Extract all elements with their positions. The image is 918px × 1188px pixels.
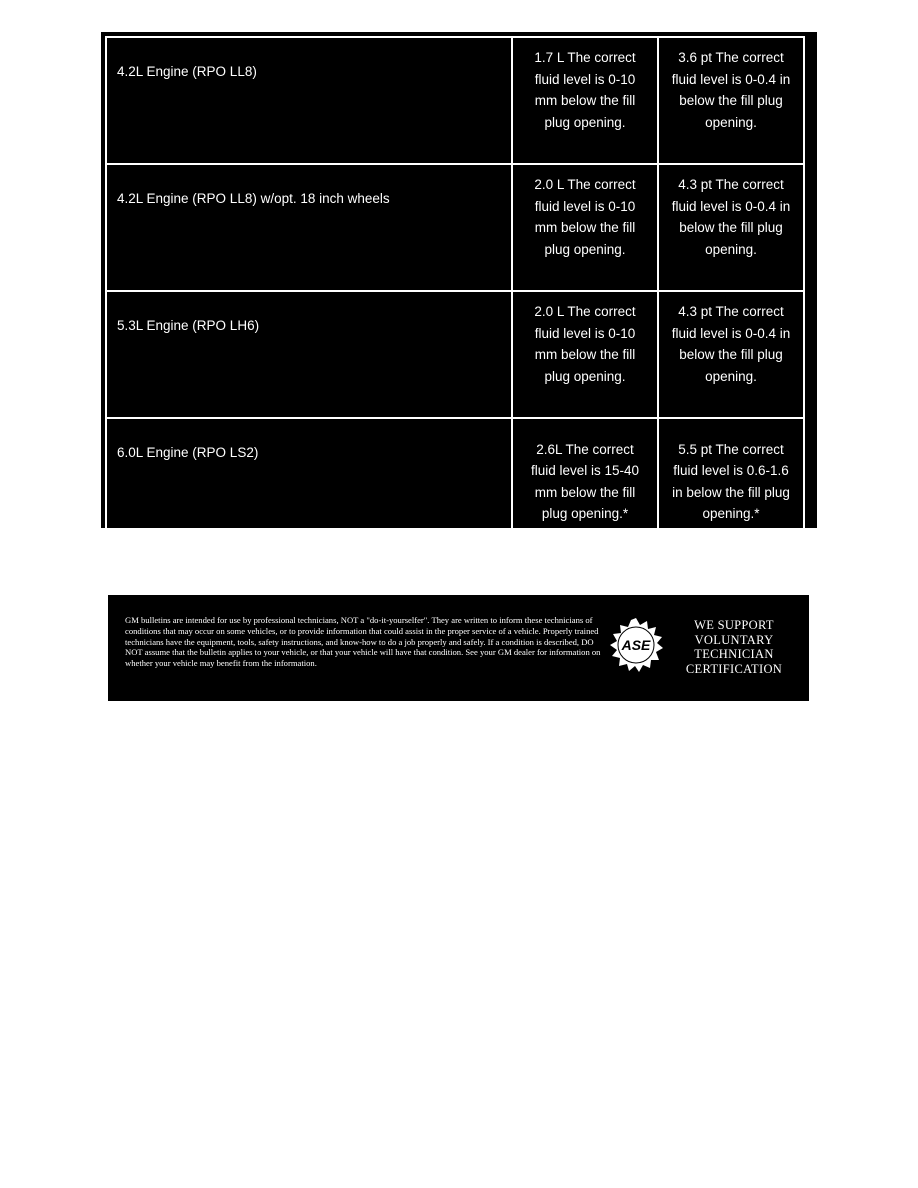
cert-line: CERTIFICATION: [685, 661, 783, 676]
metric-capacity-cell: 2.6L The correct fluid level is 15-40 mm below the fill plug opening.*: [512, 418, 658, 545]
footnote-cell: * With a complete drain/refill, add 163 ml (5.5 oz) of Limited Slip Axle Lubricant to the axle in addition to the axle lubricant.: [106, 545, 804, 608]
engine-cell: 4.2L Engine (RPO LL8): [106, 37, 512, 164]
engine-cell: 4.2L Engine (RPO LL8) w/opt. 18 inch wheels: [106, 164, 512, 291]
engine-cell: 5.3L Engine (RPO LH6): [106, 291, 512, 418]
table-row: [106, 291, 804, 418]
metric-capacity-cell: 2.0 L The correct fluid level is 0-10 mm below the fill plug opening.: [512, 291, 658, 418]
table-row: [106, 37, 804, 164]
table-row: [106, 164, 804, 291]
bulletin-disclaimer-banner: [108, 595, 809, 701]
ase-logo-icon: [608, 617, 664, 673]
cert-line: VOLUNTARY: [694, 632, 774, 647]
ase-logo-text: ASE: [621, 637, 651, 653]
cert-line: TECHNICIAN: [694, 647, 774, 661]
english-capacity-cell: 3.6 pt The correct fluid level is 0-0.4 in below the fill plug opening.: [658, 37, 804, 164]
english-capacity-cell: 4.3 pt The correct fluid level is 0-0.4 in below the fill plug opening.: [658, 291, 804, 418]
english-capacity-cell: 4.3 pt The correct fluid level is 0-0.4 in below the fill plug opening.: [658, 164, 804, 291]
certification-text: [678, 618, 790, 676]
capacity-table: [105, 36, 805, 609]
capacity-table-panel: [101, 32, 817, 595]
engine-cell: 6.0L Engine (RPO LS2): [106, 418, 512, 545]
metric-capacity-cell: 2.0 L The correct fluid level is 0-10 mm below the fill plug opening.: [512, 164, 658, 291]
table-row: [106, 418, 804, 545]
disclaimer-text: GM bulletins are intended for use by professional technicians, NOT a "do-it-yourselfer". They are written to inform these technicians of conditions that may occur on some vehicles, or to provide information that could assist in the proper service of a vehicle. Properly trained technicians have the equipment, tools, safety instructions, and know-how to do a job properly and safely. If a condition is described, DO NOT assume that the bulletin applies to your vehicle, or that your vehicle will have that condition. See your GM dealer for information on whether your vehicle may benefit from the information.: [125, 615, 601, 669]
english-capacity-cell: 5.5 pt The correct fluid level is 0.6-1.6 in below the fill plug opening.*: [658, 418, 804, 545]
metric-capacity-cell: 1.7 L The correct fluid level is 0-10 mm below the fill plug opening.: [512, 37, 658, 164]
cert-line: WE SUPPORT: [694, 618, 774, 632]
